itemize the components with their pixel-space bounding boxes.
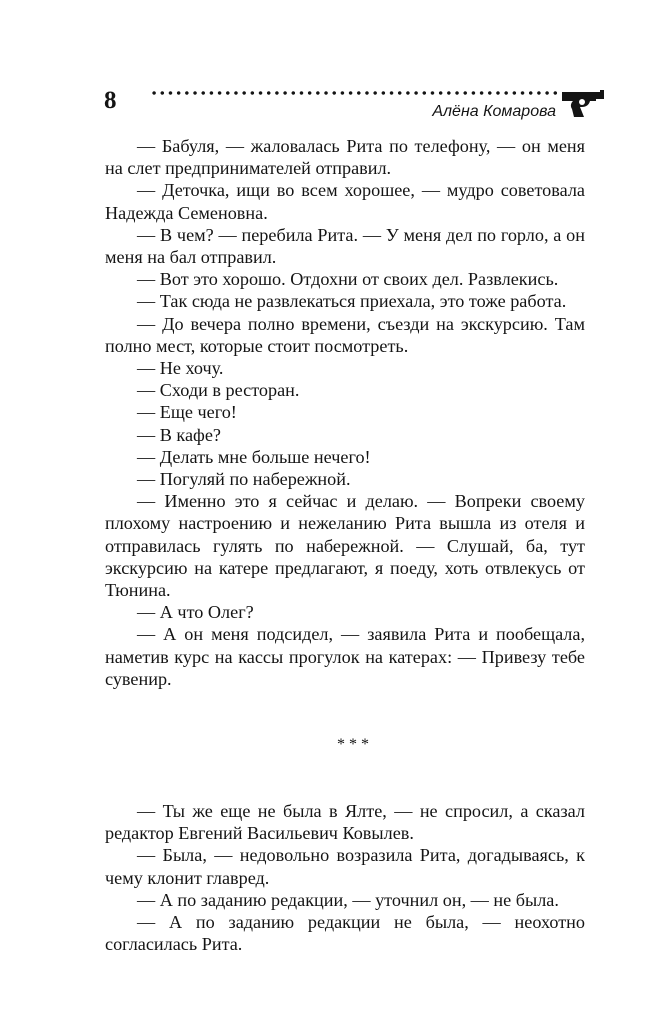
paragraph: — В кафе?: [137, 424, 221, 445]
paragraph: — Делать мне больше нечего!: [137, 446, 371, 467]
scene-separator: * * *: [337, 736, 369, 754]
paragraph: — Деточка, ищи во всем хорошее, — мудро советовала Надежда Семеновна.: [105, 180, 585, 223]
paragraph: — А по заданию редакции не была, — неохотно согласилась Рита.: [105, 912, 585, 955]
paragraph: — Была, — недовольно возразила Рита, догадываясь, к чему клонит главред.: [105, 845, 585, 888]
paragraph: — Не хочу.: [137, 358, 224, 379]
paragraph: — Погуляй по набережной.: [137, 469, 351, 490]
book-text: [105, 135, 585, 956]
running-head-author: Алёна Комарова: [432, 103, 556, 120]
paragraph: — Так сюда не развлекаться приехала, это тоже работа.: [137, 291, 567, 312]
paragraph: — Именно это я сейчас и делаю. — Вопреки своему плохому настроению и нежеланию Рита вышла из отеля и отправилась гулять по набережной. — Слушай, ба, тут экскурсию на катере предлагают, я поеду, хоть отвлекусь от Тюнина.: [105, 491, 585, 601]
paragraph: — Сходи в ресторан.: [137, 380, 300, 401]
paragraph: — А по заданию редакции, — уточнил он, — не была.: [137, 889, 559, 910]
paragraph: — А что Олег?: [137, 602, 254, 623]
paragraph: — Вот это хорошо. Отдохни от своих дел. Развлекись.: [137, 269, 559, 290]
dotted-leader: [150, 86, 560, 100]
revolver-icon: [560, 88, 606, 118]
paragraph: — Ты же еще не была в Ялте, — не спросил, а сказал редактор Евгений Васильевич Ковылев.: [105, 801, 585, 844]
paragraph: — Бабуля, — жаловалась Рита по телефону, — он меня на слет предпринимателей отправил.: [105, 136, 585, 179]
paragraph: — А он меня подсидел, — заявила Рита и пообещала, наметив курс на кассы прогулок на катерах: — Привезу тебе сувенир.: [105, 624, 585, 689]
paragraph: — В чем? — перебила Рита. — У меня дел по горло, а он меня на бал отправил.: [105, 224, 585, 268]
paragraph: — Еще чего!: [137, 402, 237, 423]
page-number: 8: [104, 87, 117, 114]
paragraph: — До вечера полно времени, съезди на экскурсию. Там полно мест, которые стоит посмотреть.: [105, 313, 585, 356]
